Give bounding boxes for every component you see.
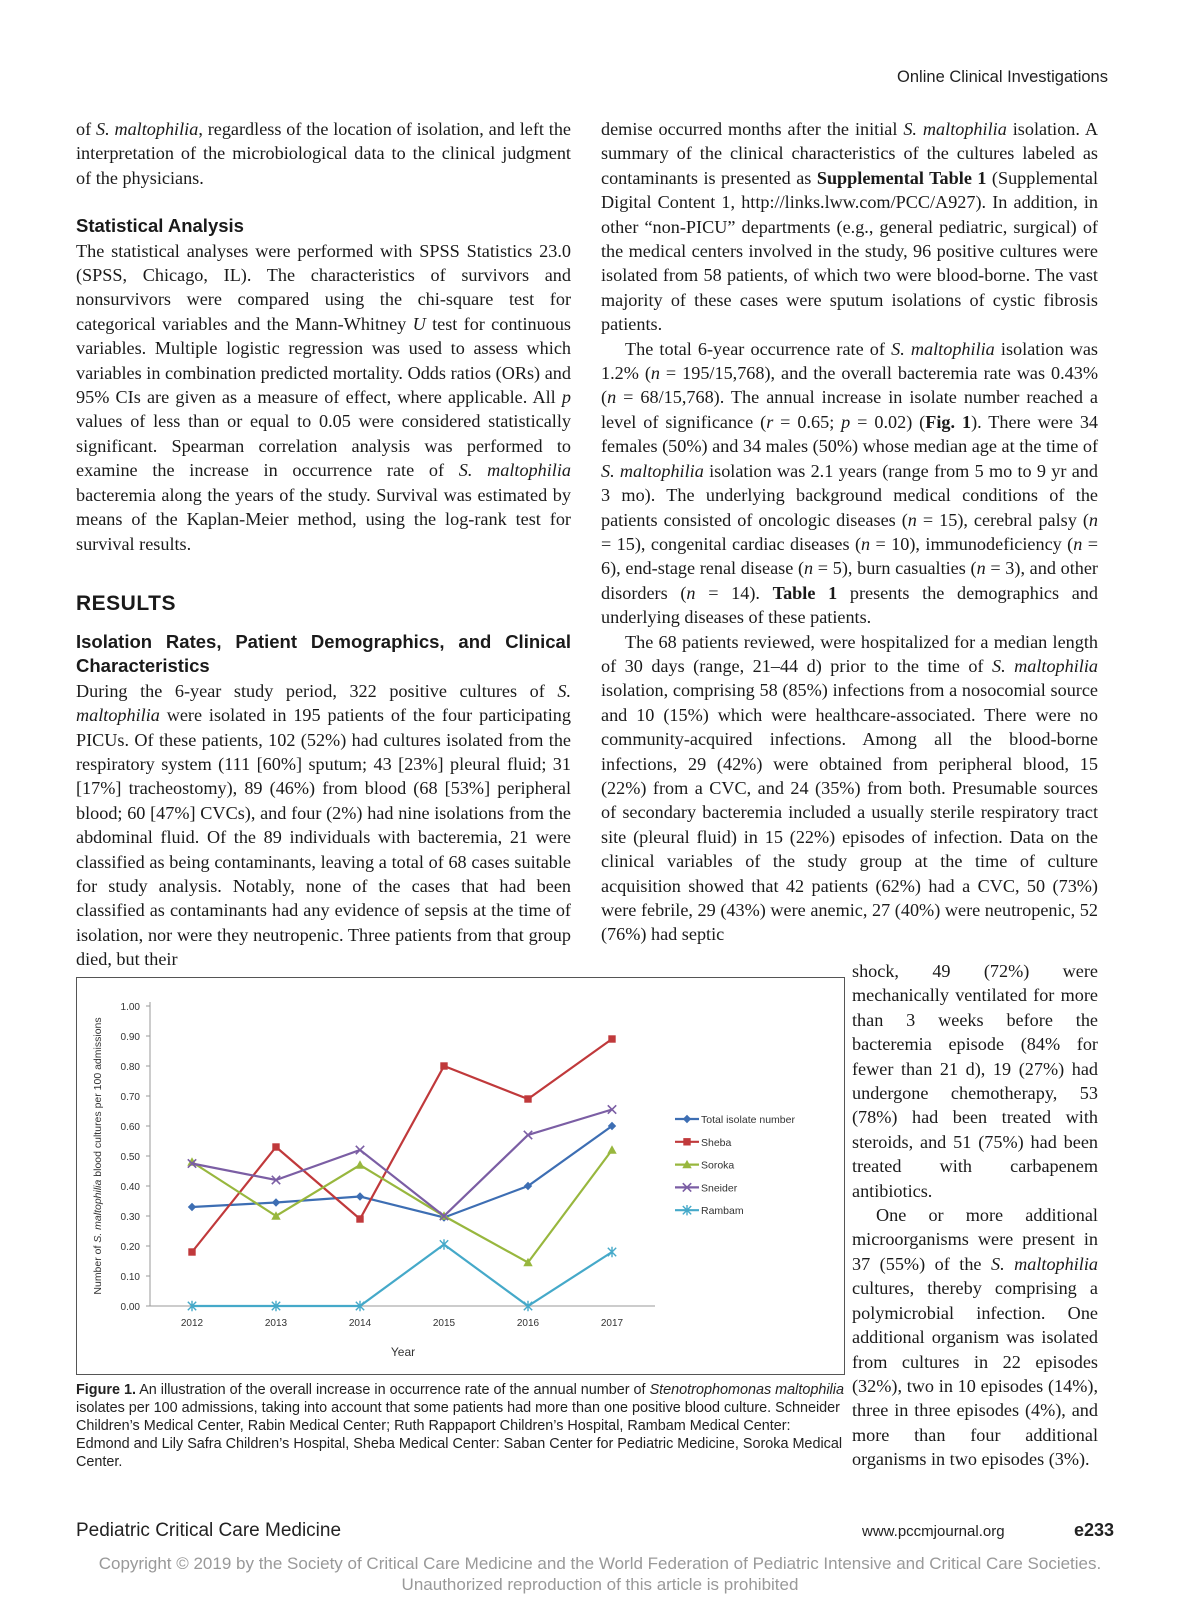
y-tick-label: 0.20 <box>120 1242 140 1253</box>
legend-label-rambam: Rambam <box>701 1205 744 1218</box>
section-heading-isolation-rates: Isolation Rates, Patient Demographics, and Clinical Characteristics <box>76 630 571 677</box>
y-tick-label: 0.00 <box>120 1302 140 1313</box>
y-tick-label: 1.00 <box>120 1002 140 1013</box>
paragraph: shock, 49 (72%) were mechanically ventilated for more than 3 weeks before the bacteremia episode (84% for fewer than 21 d), 19 (27%) had undergone chemotherapy, 53 (78%) had been treated with steroids, and 51 (75%) had been treated with carbapenem antibiotics. <box>852 961 1098 1201</box>
left-column <box>76 117 571 972</box>
legend-marker-sheba <box>683 1138 690 1145</box>
right-column-top <box>601 117 1098 947</box>
data-point-total-isolate-number <box>272 1198 280 1206</box>
data-point-soroka <box>355 1160 364 1168</box>
legend-label-sneider: Sneider <box>701 1182 738 1195</box>
data-point-total-isolate-number <box>356 1192 364 1200</box>
copyright-line-1: Copyright © 2019 by the Society of Critical Care Medicine and the World Federation of Pediatric Intensive and Critical Care Societies. <box>98 1554 1102 1573</box>
footer-url: www.pccmjournal.org <box>862 1523 1005 1540</box>
figure-1-frame <box>76 977 845 1375</box>
paragraph: The total 6-year occurrence rate of S. maltophilia isolation was 1.2% (n = 195/15,768), and the overall bacteremia rate was 0.43% (n = 68/15,768). The annual increase in isolate number reached a level of significance (r = 0.65; p = 0.02) (Fig. 1). There were 34 females (50%) and 34 males (50%) whose median age at the time of S. maltophilia isolation was 2.1 years (range from 5 mo to 9 yr and 3 mo). The underlying background medical conditions of the patients consisted of oncologic diseases (n = 15), cerebral palsy (n = 15), congenital cardiac diseases (n = 10), immunodeficiency (n = 6), end-stage renal disease (n = 5), burn casualties (n = 3), and other disorders (n = 14). Table 1 presents the demographics and underlying diseases of these patients. <box>601 338 1099 628</box>
data-point-sheba <box>440 1062 447 1069</box>
figure-1-chart <box>77 978 844 1374</box>
paragraph: demise occurred months after the initial S. maltophilia isolation. A summary of the clinical characteristics of the cultures labeled as contaminants is presented as Supplemental Table 1 (Supplemental Digital Content 1, http://links.lww.com/PCC/A927). In addition, in other “non-PICU” departments (e.g., general pediatric, surgical) of the medical centers involved in the study, 96 positive cultures were isolated from 58 patients, of which two were blood-borne. The vast majority of these cases were sputum isolations of cystic fibrosis patients. <box>601 119 1099 335</box>
x-tick-label: 2014 <box>348 1318 372 1329</box>
series-line-sheba <box>192 1039 612 1252</box>
y-axis-label: Number of S. maltophilia blood cultures per 100 admissions <box>92 1017 104 1295</box>
data-point-total-isolate-number <box>188 1203 196 1211</box>
data-point-sheba <box>524 1095 531 1102</box>
legend-label-total-isolate-number: Total isolate number <box>701 1114 795 1126</box>
y-tick-label: 0.10 <box>120 1272 140 1283</box>
data-point-soroka <box>271 1211 280 1219</box>
legend-label-soroka: Soroka <box>701 1159 735 1172</box>
copyright-line-2: Unauthorized reproduction of this article is prohibited <box>401 1575 799 1594</box>
caption-text: An illustration of the overall increase in occurrence rate of the annual number of Stenotrophomonas maltophilia isolates per 100 admissions, taking into account that some patients had more than one positive blood culture. Schneider Children’s Medical Center, Rabin Medical Center; Ruth Rappaport Children’s Hospital, Rambam Medical Center: Edmond and Lily Safra Children’s Hospital, Sheba Medical Center: Saban Center for Pediatric Medicine, Soroka Medical Center. <box>76 1382 844 1470</box>
x-tick-label: 2015 <box>432 1318 456 1329</box>
x-tick-label: 2013 <box>264 1318 288 1329</box>
paragraph: One or more additional microorganisms were present in 37 (55%) of the S. maltophilia cultures, thereby comprising a polymicrobial infection. One additional organism was isolated from cultures in 22 episodes (32%), two in 10 episodes (14%), three in three episodes (4%), and more than four additional organisms in two episodes (3%). <box>852 1205 1098 1470</box>
legend-label-sheba: Sheba <box>701 1136 732 1149</box>
paragraph: of S. maltophilia, regardless of the location of isolation, and left the interpretation of the microbiological data to the clinical judgment of the physicians. <box>76 119 572 188</box>
copyright-notice <box>0 1553 1200 1595</box>
y-tick-label: 0.40 <box>120 1182 140 1193</box>
paragraph: During the 6-year study period, 322 positive cultures of S. maltophilia were isolated in 195 patients of the four participating PICUs. Of these patients, 102 (52%) had cultures isolated from the respiratory system (111 [60%] sputum; 43 [23%] pleural fluid; 31 [17%] tracheostomy), 89 (46%) from blood (68 [53%] peripheral blood; 60 [47%] CVCs), and four (2%) had nine isolations from the abdominal fluid. Of the 89 individuals with bacteremia, 21 were classified as being contaminants, leaving a total of 68 cases suitable for study analysis. Notably, none of the cases that had been classified as contaminants had any evidence of sepsis at the time of isolation, nor were they neutropenic. Three patients from that group died, but their <box>76 680 571 970</box>
data-point-sheba <box>356 1215 363 1222</box>
section-heading-statistical-analysis: Statistical Analysis <box>76 215 244 237</box>
y-tick-label: 0.90 <box>120 1032 140 1043</box>
y-tick-label: 0.70 <box>120 1092 140 1103</box>
x-tick-label: 2016 <box>516 1318 540 1329</box>
data-point-sheba <box>272 1143 279 1150</box>
data-point-rambam <box>440 1239 448 1249</box>
y-tick-label: 0.50 <box>120 1152 140 1163</box>
caption-label: Figure 1. <box>76 1382 136 1398</box>
data-point-sheba <box>608 1035 615 1042</box>
footer-page-number: e233 <box>1074 1520 1115 1540</box>
x-axis-label: Year <box>390 1345 416 1359</box>
data-point-sheba <box>188 1248 195 1255</box>
y-tick-label: 0.30 <box>120 1212 140 1223</box>
y-tick-label: 0.80 <box>120 1062 140 1073</box>
x-tick-label: 2017 <box>600 1318 624 1329</box>
y-tick-label: 0.60 <box>120 1122 140 1133</box>
x-tick-label: 2012 <box>180 1318 204 1329</box>
data-point-rambam <box>608 1247 616 1257</box>
series-line-sneider <box>192 1110 612 1217</box>
footer-journal: Pediatric Critical Care Medicine <box>76 1520 342 1541</box>
running-head: Online Clinical Investigations <box>897 68 1108 86</box>
paragraph: The statistical analyses were performed with SPSS Statistics 23.0 (SPSS, Chicago, IL). The characteristics of survivors and nonsurvivors were compared using the chi-square test for categorical variables and the Mann-Whitney U test for continuous variables. Multiple logistic regression was used to assess which variables in combination predicted mortality. Odds ratios (ORs) and 95% CIs are given as a measure of effect, where applicable. All p values of less than or equal to 0.05 were considered statistically significant. Spearman correlation analysis was performed to examine the increase in occurrence rate of S. maltophilia bacteremia along the years of the study. Survival was estimated by means of the Kaplan-Meier method, using the log-rank test for survival results. <box>76 240 571 554</box>
data-point-soroka <box>607 1145 616 1153</box>
paragraph: The 68 patients reviewed, were hospitalized for a median length of 30 days (range, 21–44 d) prior to the time of S. maltophilia isolation, comprising 58 (85%) infections from a nosocomial source and 10 (15%) which were healthcare-associated. There were no community-acquired infections. Among all the blood-borne infections, 29 (42%) were obtained from peripheral blood, 15 (22%) from a CVC, and 24 (35%) from both. Presumable sources of secondary bacteremia included a usually sterile respiratory tract site (pleural fluid) in 15 (22%) episodes of infection. Data on the clinical variables of the study group at the time of culture acquisition showed that 42 patients (62%) had a CVC, 50 (73%) were febrile, 29 (43%) were anemic, 27 (40%) were neutropenic, 52 (76%) had septic <box>601 631 1098 945</box>
right-column-narrow <box>852 959 1098 1472</box>
series-line-rambam <box>192 1245 612 1307</box>
figure-1-caption <box>76 1381 846 1471</box>
legend-marker-total-isolate-number <box>683 1115 691 1123</box>
section-heading-results: RESULTS <box>76 591 176 615</box>
